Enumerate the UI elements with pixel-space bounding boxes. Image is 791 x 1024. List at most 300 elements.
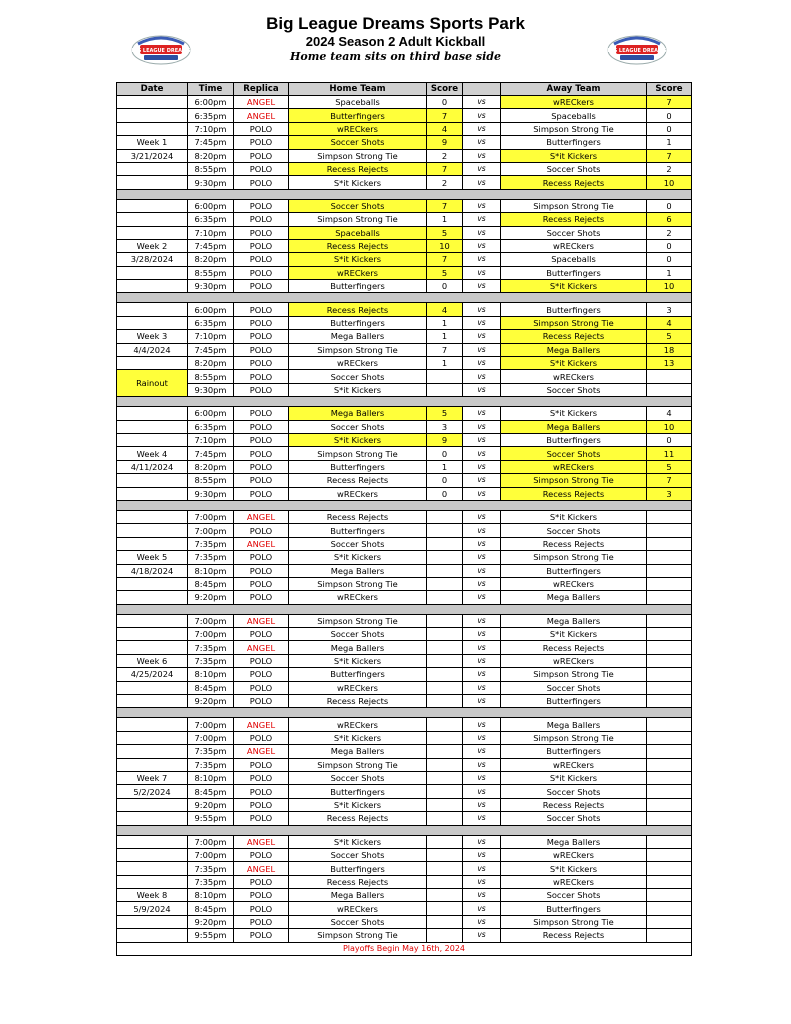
game-row — [117, 136, 692, 149]
vs-label: vs — [463, 862, 501, 875]
date-cell — [117, 524, 188, 537]
home-score: 2 — [427, 176, 463, 189]
page-note: Home team sits on third base side — [290, 50, 501, 63]
separator-cell — [117, 825, 692, 835]
game-time: 7:00pm — [188, 835, 234, 848]
vs-label: vs — [463, 447, 501, 460]
away-score — [647, 510, 692, 523]
field-replica: POLO — [234, 253, 289, 266]
away-score — [647, 537, 692, 550]
away-score: 10 — [647, 420, 692, 433]
date-cell — [117, 537, 188, 550]
home-score: 0 — [427, 474, 463, 487]
vs-label: vs — [463, 875, 501, 888]
away-score — [647, 551, 692, 564]
game-row — [117, 122, 692, 135]
home-team: Mega Ballers — [289, 889, 427, 902]
home-score: 9 — [427, 433, 463, 446]
home-score — [427, 524, 463, 537]
game-time: 7:45pm — [188, 447, 234, 460]
away-score — [647, 848, 692, 861]
game-row — [117, 798, 692, 811]
park-logo-right-text: BIG LEAGUE DREAMS — [607, 48, 667, 54]
away-score — [647, 889, 692, 902]
home-team: wRECkers — [289, 902, 427, 915]
game-time: 8:45pm — [188, 902, 234, 915]
field-replica: POLO — [234, 370, 289, 383]
date-cell — [117, 433, 188, 446]
date-cell — [117, 162, 188, 175]
away-team: S*it Kickers — [501, 357, 647, 370]
home-score: 7 — [427, 162, 463, 175]
game-row — [117, 316, 692, 329]
home-score: 1 — [427, 213, 463, 226]
field-replica: POLO — [234, 681, 289, 694]
away-team: Butterfingers — [501, 303, 647, 316]
home-team: Recess Rejects — [289, 875, 427, 888]
field-replica: POLO — [234, 213, 289, 226]
home-team: wRECkers — [289, 122, 427, 135]
date-cell — [117, 487, 188, 500]
week-label: Week 1 — [117, 136, 188, 149]
away-team: S*it Kickers — [501, 628, 647, 641]
away-team: Simpson Strong Tie — [501, 474, 647, 487]
vs-label: vs — [463, 239, 501, 252]
home-score — [427, 591, 463, 604]
vs-label: vs — [463, 902, 501, 915]
vs-label: vs — [463, 357, 501, 370]
away-score: 7 — [647, 96, 692, 109]
home-score: 7 — [427, 109, 463, 122]
away-team: S*it Kickers — [501, 280, 647, 293]
away-team: wRECkers — [501, 239, 647, 252]
home-team: Mega Ballers — [289, 407, 427, 420]
away-team: Simpson Strong Tie — [501, 316, 647, 329]
away-team: Recess Rejects — [501, 176, 647, 189]
game-row — [117, 510, 692, 523]
away-score — [647, 862, 692, 875]
game-row — [117, 654, 692, 667]
away-score: 18 — [647, 343, 692, 356]
game-row — [117, 668, 692, 681]
game-time: 7:45pm — [188, 239, 234, 252]
date-cell — [117, 591, 188, 604]
home-team: S*it Kickers — [289, 176, 427, 189]
date-cell — [117, 213, 188, 226]
home-team: Spaceballs — [289, 226, 427, 239]
week-label: Week 2 — [117, 239, 188, 252]
game-time: 6:35pm — [188, 213, 234, 226]
home-team: Butterfingers — [289, 862, 427, 875]
week-date: 5/9/2024 — [117, 902, 188, 915]
away-score: 0 — [647, 199, 692, 212]
date-cell — [117, 316, 188, 329]
home-score: 5 — [427, 226, 463, 239]
field-replica: POLO — [234, 875, 289, 888]
game-time: 8:20pm — [188, 357, 234, 370]
date-cell — [117, 641, 188, 654]
home-team: S*it Kickers — [289, 253, 427, 266]
home-score: 5 — [427, 407, 463, 420]
away-team: Simpson Strong Tie — [501, 122, 647, 135]
away-team: Simpson Strong Tie — [501, 551, 647, 564]
field-replica: POLO — [234, 695, 289, 708]
home-team: Soccer Shots — [289, 628, 427, 641]
home-score — [427, 848, 463, 861]
away-score: 5 — [647, 330, 692, 343]
date-cell — [117, 929, 188, 942]
game-row — [117, 357, 692, 370]
field-replica: POLO — [234, 474, 289, 487]
away-team: Recess Rejects — [501, 213, 647, 226]
home-score — [427, 718, 463, 731]
field-replica: POLO — [234, 136, 289, 149]
home-team: Butterfingers — [289, 109, 427, 122]
home-team: Butterfingers — [289, 460, 427, 473]
home-score — [427, 564, 463, 577]
date-cell — [117, 848, 188, 861]
away-score: 0 — [647, 253, 692, 266]
week-label: Week 6 — [117, 654, 188, 667]
vs-label: vs — [463, 343, 501, 356]
away-team: Butterfingers — [501, 745, 647, 758]
vs-label: vs — [463, 641, 501, 654]
date-cell — [117, 96, 188, 109]
away-team: Soccer Shots — [501, 226, 647, 239]
away-score: 1 — [647, 136, 692, 149]
away-score — [647, 758, 692, 771]
field-replica: ANGEL — [234, 835, 289, 848]
game-time: 8:20pm — [188, 460, 234, 473]
game-time: 7:00pm — [188, 628, 234, 641]
away-team: Soccer Shots — [501, 681, 647, 694]
game-time: 7:35pm — [188, 862, 234, 875]
home-score: 0 — [427, 280, 463, 293]
field-replica: POLO — [234, 591, 289, 604]
field-replica: POLO — [234, 487, 289, 500]
home-team: Mega Ballers — [289, 745, 427, 758]
game-time: 8:55pm — [188, 162, 234, 175]
game-row — [117, 266, 692, 279]
field-replica: POLO — [234, 628, 289, 641]
away-score — [647, 915, 692, 928]
week-label: Week 8 — [117, 889, 188, 902]
game-row — [117, 280, 692, 293]
away-score — [647, 835, 692, 848]
game-row — [117, 745, 692, 758]
home-team: Butterfingers — [289, 785, 427, 798]
home-team: Recess Rejects — [289, 812, 427, 825]
away-score — [647, 695, 692, 708]
game-time: 8:20pm — [188, 253, 234, 266]
vs-label: vs — [463, 474, 501, 487]
away-score — [647, 731, 692, 744]
away-score: 0 — [647, 122, 692, 135]
date-cell — [117, 420, 188, 433]
field-replica: POLO — [234, 162, 289, 175]
away-team: Soccer Shots — [501, 447, 647, 460]
week-label: Week 7 — [117, 771, 188, 784]
game-row — [117, 109, 692, 122]
away-team: wRECkers — [501, 654, 647, 667]
home-score — [427, 798, 463, 811]
date-cell — [117, 628, 188, 641]
game-row — [117, 889, 692, 902]
game-row — [117, 862, 692, 875]
game-time: 7:00pm — [188, 524, 234, 537]
game-time: 9:55pm — [188, 929, 234, 942]
away-score: 10 — [647, 176, 692, 189]
field-replica: POLO — [234, 420, 289, 433]
home-score: 2 — [427, 149, 463, 162]
game-row — [117, 915, 692, 928]
field-replica: POLO — [234, 303, 289, 316]
game-row — [117, 848, 692, 861]
game-row — [117, 628, 692, 641]
game-time: 7:45pm — [188, 343, 234, 356]
home-team: Soccer Shots — [289, 848, 427, 861]
week-label: Week 5 — [117, 551, 188, 564]
col-header-replica: Replica — [234, 83, 289, 96]
game-row — [117, 902, 692, 915]
away-team: Mega Ballers — [501, 591, 647, 604]
game-time: 9:55pm — [188, 812, 234, 825]
away-team: wRECkers — [501, 460, 647, 473]
vs-label: vs — [463, 136, 501, 149]
date-cell — [117, 510, 188, 523]
home-team: Simpson Strong Tie — [289, 213, 427, 226]
vs-label: vs — [463, 551, 501, 564]
game-row — [117, 226, 692, 239]
game-time: 6:00pm — [188, 407, 234, 420]
home-team: Recess Rejects — [289, 162, 427, 175]
game-row — [117, 213, 692, 226]
home-score: 7 — [427, 199, 463, 212]
game-time: 7:35pm — [188, 551, 234, 564]
game-row — [117, 303, 692, 316]
week-date: 3/28/2024 — [117, 253, 188, 266]
header-row — [117, 83, 692, 96]
week-date: 4/18/2024 — [117, 564, 188, 577]
separator-cell — [117, 397, 692, 407]
game-time: 9:20pm — [188, 695, 234, 708]
week-separator — [117, 500, 692, 510]
field-replica: POLO — [234, 330, 289, 343]
home-score — [427, 551, 463, 564]
away-team: Butterfingers — [501, 695, 647, 708]
game-time: 9:20pm — [188, 591, 234, 604]
field-replica: POLO — [234, 199, 289, 212]
field-replica: POLO — [234, 551, 289, 564]
game-row — [117, 407, 692, 420]
home-team: S*it Kickers — [289, 798, 427, 811]
away-team: Mega Ballers — [501, 343, 647, 356]
game-row — [117, 433, 692, 446]
game-time: 7:35pm — [188, 537, 234, 550]
field-replica: ANGEL — [234, 109, 289, 122]
game-row — [117, 460, 692, 473]
away-score: 0 — [647, 239, 692, 252]
away-score — [647, 370, 692, 383]
home-team: Butterfingers — [289, 316, 427, 329]
home-score: 1 — [427, 460, 463, 473]
home-team: S*it Kickers — [289, 731, 427, 744]
game-row — [117, 681, 692, 694]
game-time: 8:55pm — [188, 370, 234, 383]
date-cell — [117, 718, 188, 731]
game-row — [117, 731, 692, 744]
col-header-away-score: Score — [647, 83, 692, 96]
game-row — [117, 199, 692, 212]
date-cell — [117, 199, 188, 212]
col-header-away-team: Away Team — [501, 83, 647, 96]
away-team: Soccer Shots — [501, 785, 647, 798]
game-row — [117, 420, 692, 433]
game-time: 8:45pm — [188, 785, 234, 798]
home-score: 3 — [427, 420, 463, 433]
away-team: Spaceballs — [501, 109, 647, 122]
vs-label: vs — [463, 460, 501, 473]
field-replica: POLO — [234, 433, 289, 446]
game-row — [117, 524, 692, 537]
game-row — [117, 96, 692, 109]
field-replica: POLO — [234, 149, 289, 162]
vs-label: vs — [463, 226, 501, 239]
away-score — [647, 383, 692, 396]
vs-label: vs — [463, 654, 501, 667]
away-team: Simpson Strong Tie — [501, 668, 647, 681]
home-team: Recess Rejects — [289, 695, 427, 708]
away-team: Recess Rejects — [501, 929, 647, 942]
field-replica: POLO — [234, 176, 289, 189]
date-cell — [117, 835, 188, 848]
home-team: Soccer Shots — [289, 420, 427, 433]
away-team: Simpson Strong Tie — [501, 915, 647, 928]
field-replica: POLO — [234, 731, 289, 744]
separator-cell — [117, 293, 692, 303]
vs-label: vs — [463, 330, 501, 343]
away-team: Soccer Shots — [501, 383, 647, 396]
away-score — [647, 614, 692, 627]
vs-label: vs — [463, 929, 501, 942]
vs-label: vs — [463, 176, 501, 189]
home-team: S*it Kickers — [289, 835, 427, 848]
away-score — [647, 628, 692, 641]
vs-label: vs — [463, 266, 501, 279]
game-row — [117, 785, 692, 798]
home-score — [427, 614, 463, 627]
away-team: Butterfingers — [501, 136, 647, 149]
week-date: 3/21/2024 — [117, 149, 188, 162]
game-time: 6:35pm — [188, 316, 234, 329]
away-score: 6 — [647, 213, 692, 226]
game-row — [117, 758, 692, 771]
game-row — [117, 176, 692, 189]
home-team: Simpson Strong Tie — [289, 343, 427, 356]
col-header-time: Time — [188, 83, 234, 96]
home-score — [427, 862, 463, 875]
game-time: 8:10pm — [188, 564, 234, 577]
home-score — [427, 902, 463, 915]
home-team: Mega Ballers — [289, 641, 427, 654]
vs-label: vs — [463, 628, 501, 641]
home-team: Butterfingers — [289, 524, 427, 537]
week-separator — [117, 293, 692, 303]
home-score — [427, 668, 463, 681]
game-row — [117, 771, 692, 784]
vs-label: vs — [463, 835, 501, 848]
game-time: 8:55pm — [188, 266, 234, 279]
week-date: 4/4/2024 — [117, 343, 188, 356]
vs-label: vs — [463, 213, 501, 226]
away-score: 1 — [647, 266, 692, 279]
away-score: 10 — [647, 280, 692, 293]
home-team: Soccer Shots — [289, 136, 427, 149]
game-time: 8:20pm — [188, 149, 234, 162]
field-replica: POLO — [234, 383, 289, 396]
park-logo-right — [606, 30, 668, 68]
away-team: Butterfingers — [501, 564, 647, 577]
vs-label: vs — [463, 577, 501, 590]
home-score — [427, 681, 463, 694]
field-replica: POLO — [234, 280, 289, 293]
game-time: 7:10pm — [188, 330, 234, 343]
home-team: wRECkers — [289, 718, 427, 731]
separator-cell — [117, 604, 692, 614]
away-team: S*it Kickers — [501, 407, 647, 420]
vs-label: vs — [463, 149, 501, 162]
game-time: 8:10pm — [188, 771, 234, 784]
away-team: Recess Rejects — [501, 537, 647, 550]
away-team: Soccer Shots — [501, 162, 647, 175]
field-replica: POLO — [234, 226, 289, 239]
away-score: 2 — [647, 162, 692, 175]
date-cell — [117, 303, 188, 316]
away-score: 11 — [647, 447, 692, 460]
home-team: Soccer Shots — [289, 771, 427, 784]
away-team: Simpson Strong Tie — [501, 731, 647, 744]
home-score — [427, 628, 463, 641]
home-score — [427, 731, 463, 744]
col-header-vs — [463, 83, 501, 96]
game-time: 9:30pm — [188, 176, 234, 189]
field-replica: POLO — [234, 812, 289, 825]
away-team: Recess Rejects — [501, 487, 647, 500]
home-team: wRECkers — [289, 591, 427, 604]
vs-label: vs — [463, 407, 501, 420]
game-row — [117, 564, 692, 577]
away-team: S*it Kickers — [501, 149, 647, 162]
field-replica: POLO — [234, 357, 289, 370]
vs-label: vs — [463, 96, 501, 109]
game-time: 7:10pm — [188, 226, 234, 239]
park-logo-left — [130, 30, 192, 68]
away-score — [647, 577, 692, 590]
home-team: wRECkers — [289, 266, 427, 279]
game-time: 9:20pm — [188, 915, 234, 928]
field-replica: POLO — [234, 316, 289, 329]
home-team: wRECkers — [289, 487, 427, 500]
home-team: Soccer Shots — [289, 199, 427, 212]
home-team: S*it Kickers — [289, 551, 427, 564]
home-team: Spaceballs — [289, 96, 427, 109]
game-row — [117, 253, 692, 266]
game-time: 8:10pm — [188, 668, 234, 681]
away-team: S*it Kickers — [501, 862, 647, 875]
away-team: Mega Ballers — [501, 420, 647, 433]
game-row — [117, 875, 692, 888]
game-time: 9:30pm — [188, 487, 234, 500]
